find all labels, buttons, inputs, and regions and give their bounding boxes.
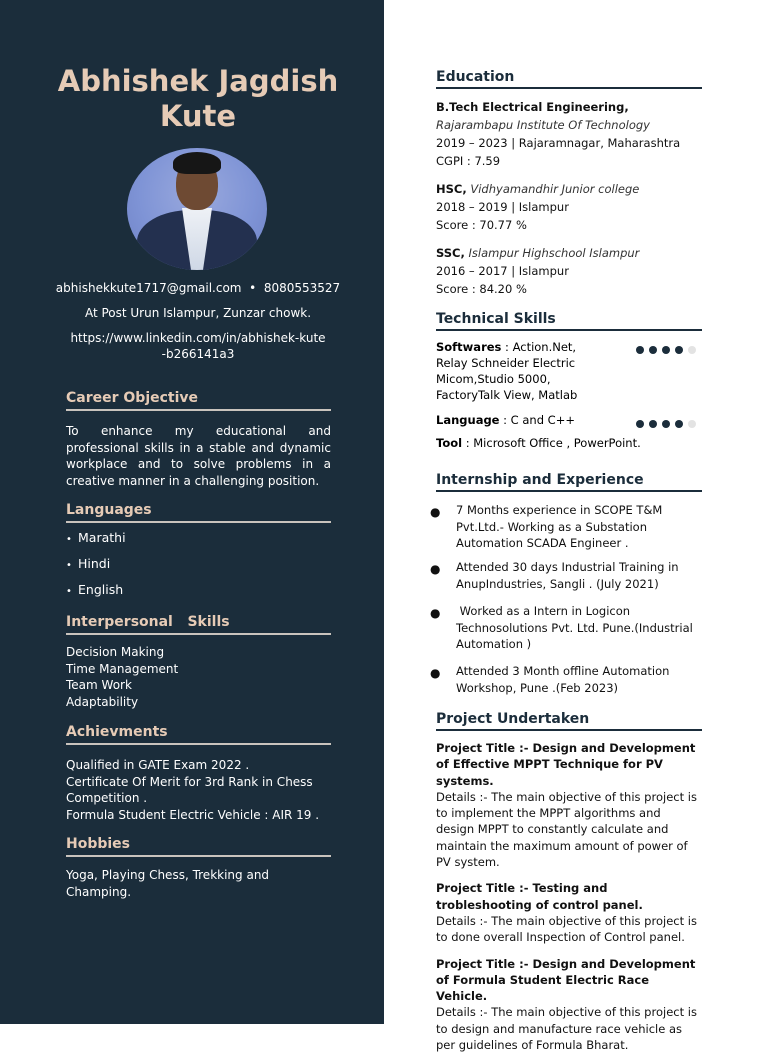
- tool-label: Tool: [436, 436, 463, 450]
- career-section: [66, 390, 331, 489]
- achievements-section: [66, 724, 331, 823]
- softwares-rating: [636, 346, 696, 354]
- languages-heading: Languages: [66, 502, 331, 523]
- education-hsc: [436, 180, 702, 234]
- project-details: Details :- The main objective of this project is to done overall Inspection of Control panel.: [436, 913, 697, 945]
- project-details: Details :- The main objective of this project is to implement the MPPT algorithms and design MPPT to constantly calculate and maintain the maximum amount of power of PV system.: [436, 789, 697, 870]
- bullet-icon: ●: [430, 666, 441, 680]
- rating-dot-icon: [649, 346, 657, 354]
- project-details: Details :- The main objective of this project is to design and manufacture race vehicle as per guidelines of Formula Bharat.: [436, 1005, 697, 1053]
- contact-separator: •: [249, 281, 257, 295]
- profile-photo: [127, 148, 267, 270]
- list-item: • Marathi: [66, 530, 126, 545]
- languages-list: [66, 529, 331, 607]
- rating-dot-icon: [675, 346, 683, 354]
- experience-text: Attended 3 Month offline Automation Workshop, Pune .(Feb 2023): [456, 664, 670, 695]
- hsc-institute: Vidhyamandhir Junior college: [470, 182, 640, 196]
- list-item: • Hindi: [66, 556, 111, 571]
- rating-dot-icon: [688, 346, 696, 354]
- interpersonal-heading: Interpersonal Skills: [66, 614, 331, 635]
- interpersonal-list: [66, 644, 331, 710]
- experience-section: [436, 472, 702, 492]
- hsc-degree: HSC,: [436, 182, 467, 196]
- rating-dot-icon: [688, 420, 696, 428]
- technical-section: [436, 311, 702, 450]
- ssc-degree: SSC,: [436, 246, 465, 260]
- list-item: Team Work: [66, 678, 132, 692]
- btech-institute: Rajarambapu Institute Of Technology: [436, 118, 650, 132]
- ssc-institute: Islampur Highschool Islampur: [468, 246, 640, 260]
- languages-section: [66, 502, 331, 607]
- experience-text: 7 Months experience in SCOPE T&M Pvt.Ltd.- Working as a Substation Automation SCADA Engineer .: [456, 503, 663, 550]
- rating-dot-icon: [636, 420, 644, 428]
- technical-heading: Technical Skills: [436, 311, 702, 331]
- softwares-value: : Action.Net, Relay Schneider Electric Micom,Studio 5000, FactoryTalk View, Matlab: [436, 340, 578, 402]
- contact-email-phone: [40, 280, 356, 296]
- list-item: • English: [66, 582, 124, 597]
- education-btech: [436, 98, 702, 170]
- hobbies-section: [66, 836, 331, 900]
- project-item: [436, 956, 702, 1053]
- phone-number[interactable]: 8080553527: [263, 281, 341, 295]
- language-rating: [636, 420, 696, 428]
- experience-text: Worked as a Intern in Logicon Technosolutions Pvt. Ltd. Pune.(Industrial Automation ): [456, 604, 697, 651]
- linkedin-link[interactable]: https://www.linkedin.com/in/abhishek-kute-b266141a3: [70, 331, 326, 361]
- rating-dot-icon: [636, 346, 644, 354]
- language-label: Language: [436, 413, 500, 427]
- interpersonal-section: [66, 614, 331, 710]
- rating-dot-icon: [649, 420, 657, 428]
- btech-degree: B.Tech Electrical Engineering,: [436, 100, 629, 114]
- photo-hair: [173, 152, 221, 174]
- list-item: Decision Making: [66, 645, 165, 659]
- experience-text: Attended 30 days Industrial Training in AnupIndustries, Sangli . (July 2021): [456, 560, 679, 591]
- rating-dot-icon: [662, 346, 670, 354]
- address: At Post Urun Islampur, Zunzar chowk.: [84, 306, 312, 320]
- tool-skill: [436, 436, 702, 450]
- bullet-icon: ●: [430, 562, 441, 576]
- btech-score: CGPI : 7.59: [436, 154, 501, 168]
- rating-dot-icon: [675, 420, 683, 428]
- education-ssc: [436, 244, 702, 298]
- bullet-icon: ●: [430, 505, 441, 519]
- project-item: [436, 880, 702, 945]
- list-item: Qualified in GATE Exam 2022 .: [66, 758, 250, 772]
- email-link[interactable]: abhishekkute1717@gmail.com: [55, 281, 242, 295]
- project-item: [436, 740, 702, 870]
- softwares-label: Softwares: [436, 340, 502, 354]
- hsc-years: 2018 – 2019 | Islampur: [436, 200, 569, 214]
- achievements-list: [66, 757, 331, 823]
- sidebar: [0, 0, 384, 1024]
- bullet-icon: ●: [430, 606, 441, 620]
- career-heading: Career Objective: [66, 390, 331, 411]
- candidate-name: Abhishek Jagdish Kute: [57, 64, 339, 133]
- hobbies-text: Yoga, Playing Chess, Trekking and Champing.: [66, 868, 270, 899]
- list-item: Certificate Of Merit for 3rd Rank in Chess Competition .: [66, 774, 313, 805]
- ssc-score: Score : 84.20 %: [436, 282, 527, 296]
- rating-dot-icon: [662, 420, 670, 428]
- projects-heading: Project Undertaken: [436, 711, 702, 731]
- experience-heading: Internship and Experience: [436, 472, 702, 492]
- achievements-heading: Achievments: [66, 724, 331, 745]
- softwares-skill: [436, 339, 604, 403]
- projects-section: [436, 711, 702, 1053]
- btech-years: 2019 – 2023 | Rajaramnagar, Maharashtra: [436, 136, 681, 150]
- project-title: Project Title :- Design and Development of Effective MPPT Technique for PV systems.: [436, 741, 696, 788]
- project-title: Project Title :- Testing and trobleshooting of control panel.: [436, 881, 643, 912]
- hobbies-heading: Hobbies: [66, 836, 331, 857]
- list-item: Time Management: [66, 661, 179, 676]
- education-section: [436, 69, 702, 298]
- list-item: Adaptability: [66, 694, 139, 709]
- language-value: : C and C++: [503, 413, 575, 427]
- project-title: Project Title :- Design and Development of Formula Student Electric Race Vehicle.: [436, 956, 696, 1004]
- career-text: To enhance my educational and professional skills in a stable and dynamic workplace and to solve problems in a creative manner in a challenging position.: [66, 424, 331, 488]
- education-heading: Education: [436, 69, 702, 89]
- ssc-years: 2016 – 2017 | Islampur: [436, 264, 569, 278]
- tool-value: : Microsoft Office , PowerPoint.: [465, 436, 641, 450]
- hsc-score: Score : 70.77 %: [436, 218, 527, 232]
- list-item: Formula Student Electric Vehicle : AIR 19 .: [66, 807, 320, 822]
